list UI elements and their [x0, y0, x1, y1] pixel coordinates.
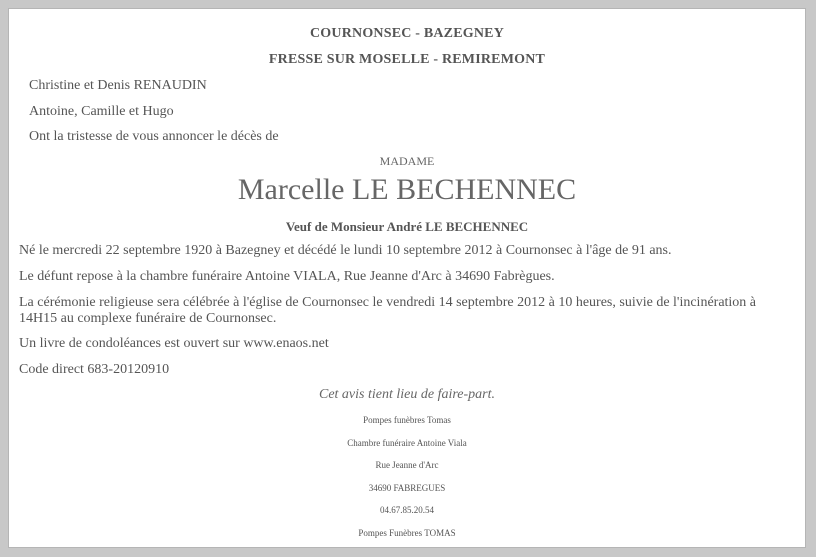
widow-of: Veuf de Monsieur André LE BECHENNEC	[285, 219, 529, 234]
contact-line: 34690 FABREGUES	[368, 483, 446, 493]
condolences-paragraph: Un livre de condoléances est ouvert sur www.enaos.net	[19, 336, 329, 351]
direct-code: Code direct 683-20120910	[19, 362, 170, 377]
ceremony-paragraph: La cérémonie religieuse sera célébrée à l'église de Cournonsec le vendredi 14 septembre 2012 à 10 heures, suivie de l'incinération à 14H15 au complexe funéraire de Cournonsec.	[19, 295, 757, 326]
contact-phone: 04.67.85.20.54	[380, 505, 434, 515]
header-towns-line-1: COURNONSEC - BAZEGNEY	[310, 26, 504, 41]
contact-line: Pompes Funèbres TOMAS	[358, 528, 456, 538]
deceased-name: Marcelle LE BECHENNEC	[237, 173, 577, 206]
faire-part-notice: Cet avis tient lieu de faire-part.	[318, 387, 495, 402]
contact-line: Pompes funèbres Tomas	[363, 415, 451, 425]
contact-line: Rue Jeanne d'Arc	[375, 460, 439, 470]
rest-location-paragraph: Le défunt repose à la chambre funéraire Antoine VIALA, Rue Jeanne d'Arc à 34690 Fabrègues.	[19, 269, 555, 284]
header-towns-line-2: FRESSE SUR MOSELLE - REMIREMONT	[268, 52, 546, 67]
obituary-notice	[8, 8, 806, 548]
contact-line: Chambre funéraire Antoine Viala	[347, 438, 467, 448]
family-names-2: Antoine, Camille et Hugo	[29, 104, 174, 119]
birth-death-paragraph: Né le mercredi 22 septembre 1920 à Bazegney et décédé le lundi 10 septembre 2012 à Cournonsec à l'âge de 91 ans.	[19, 243, 672, 258]
family-names-1: Christine et Denis RENAUDIN	[29, 78, 207, 93]
deceased-title: MADAME	[379, 154, 435, 168]
announcement-intro: Ont la tristesse de vous annoncer le décès de	[29, 129, 279, 144]
